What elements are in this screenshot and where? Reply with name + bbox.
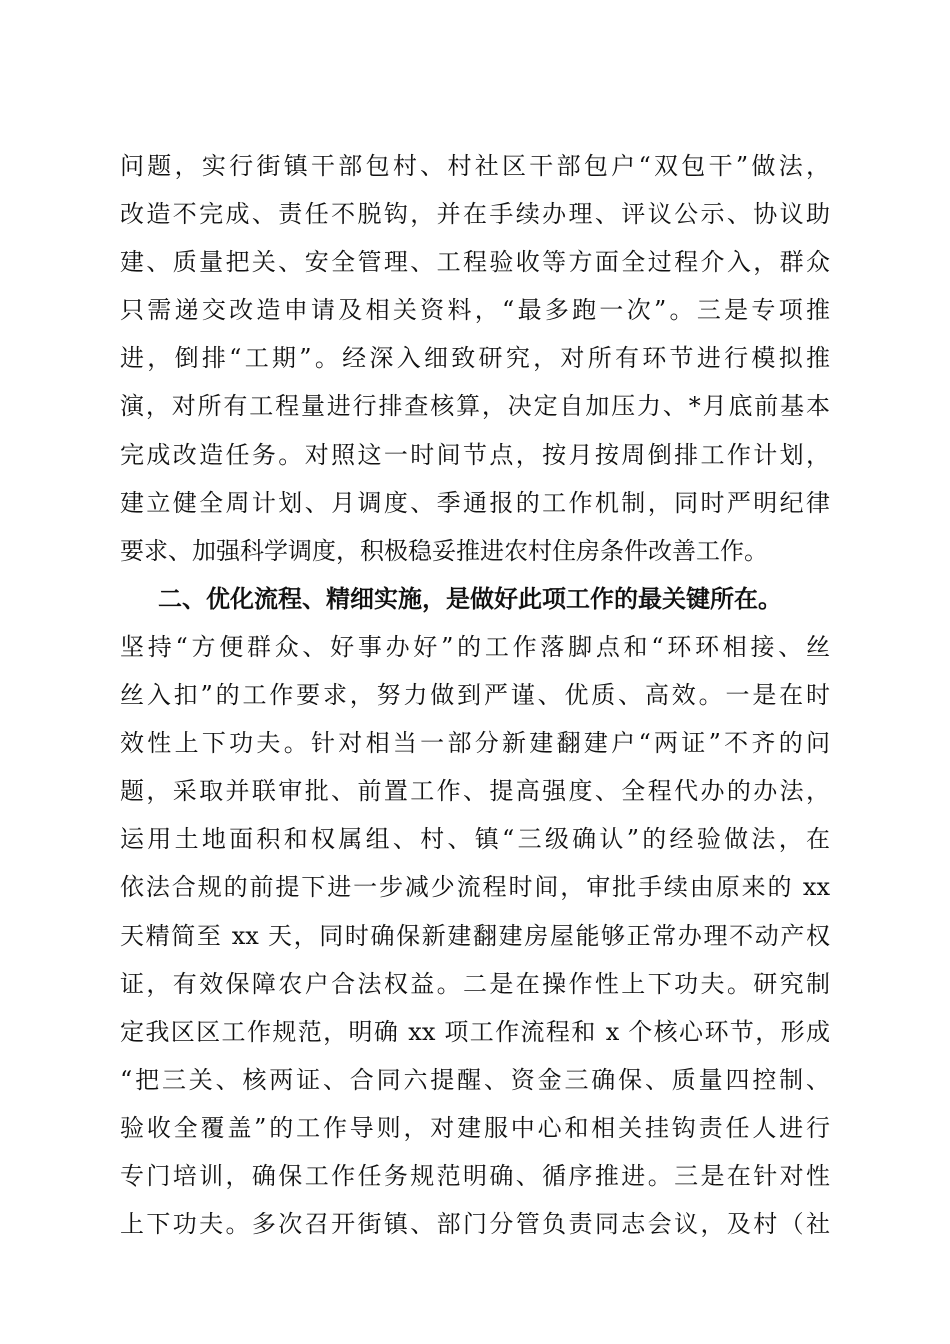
text-line: 运用土地面积和权属组、村、镇“三级确认”的经验做法，在 bbox=[120, 825, 830, 854]
text-line: 丝入扣”的工作要求，努力做到严谨、优质、高效。一是在时 bbox=[120, 681, 830, 710]
text-line: 天精简至 xx 天，同时确保新建翻建房屋能够正常办理不动产权 bbox=[120, 921, 830, 950]
text-line: 建、质量把关、安全管理、工程验收等方面全过程介入，群众 bbox=[120, 248, 830, 277]
text-line: 证，有效保障农户合法权益。二是在操作性上下功夫。研究制 bbox=[120, 969, 830, 998]
text-line: 依法合规的前提下进一步减少流程时间，审批手续由原来的 xx bbox=[120, 873, 830, 902]
text-line: 进，倒排“工期”。经深入细致研究，对所有环节进行模拟推 bbox=[120, 344, 830, 373]
body-text bbox=[120, 142, 830, 1248]
text-line: “把三关、核两证、合同六提醒、资金三确保、质量四控制、 bbox=[120, 1065, 830, 1094]
text-line: 题，采取并联审批、前置工作、提高强度、全程代办的办法， bbox=[120, 777, 830, 806]
text-line: 效性上下功夫。针对相当一部分新建翻建户“两证”不齐的问 bbox=[120, 729, 830, 758]
text-line: 坚持“方便群众、好事办好”的工作落脚点和“环环相接、丝 bbox=[120, 632, 830, 661]
paragraph-continued bbox=[120, 142, 830, 575]
text-line: 只需递交改造申请及相关资料，“最多跑一次”。三是专项推 bbox=[120, 296, 830, 325]
text-line: 建立健全周计划、月调度、季通报的工作机制，同时严明纪律 bbox=[120, 488, 830, 517]
text-line: 完成改造任务。对照这一时间节点，按月按周倒排工作计划， bbox=[120, 440, 830, 469]
text-line: 验收全覆盖”的工作导则，对建服中心和相关挂钩责任人进行 bbox=[120, 1113, 830, 1142]
text-line: 问题，实行街镇干部包村、村社区干部包户“双包干”做法， bbox=[120, 152, 830, 180]
text-line: 专门培训，确保工作任务规范明确、循序推进。三是在针对性 bbox=[120, 1161, 830, 1190]
paragraph-section-2 bbox=[120, 623, 830, 1248]
text-line: 上下功夫。多次召开街镇、部门分管负责同志会议，及村（社 bbox=[120, 1210, 830, 1239]
section-heading: 二、优化流程、精细实施，是做好此项工作的最关键所在。 bbox=[158, 584, 782, 613]
text-line: 演，对所有工程量进行排查核算，决定自加压力、*月底前基本 bbox=[120, 392, 830, 421]
text-line: 改造不完成、责任不脱钩，并在手续办理、评议公示、协议助 bbox=[120, 200, 830, 229]
text-line: 要求、加强科学调度，积极稳妥推进农村住房条件改善工作。 bbox=[120, 536, 768, 565]
text-line: 定我区区工作规范，明确 xx 项工作流程和 x 个核心环节，形成 bbox=[120, 1017, 830, 1046]
